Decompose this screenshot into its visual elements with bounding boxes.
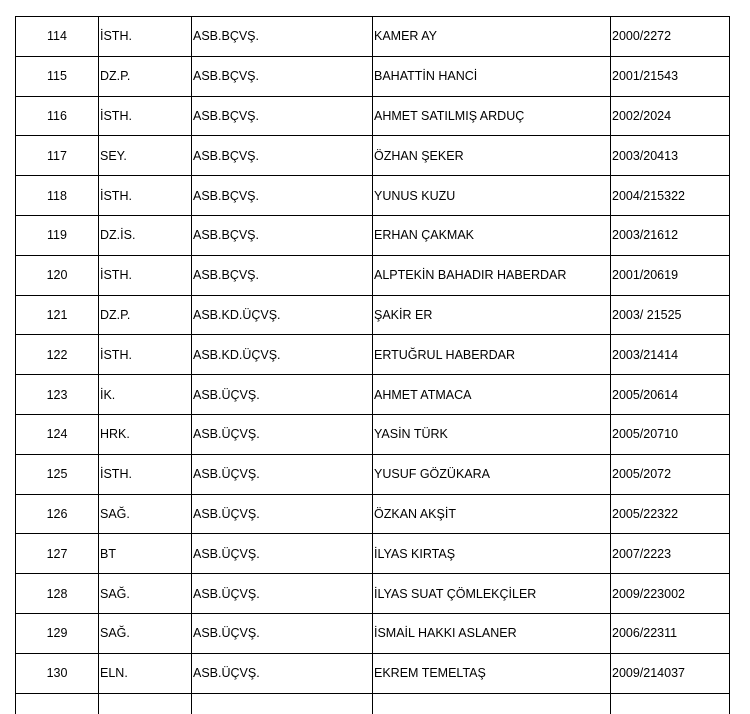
rank-cell: ASB.BÇVŞ. xyxy=(192,56,373,96)
full-name-cell: YASİN TÜRK xyxy=(373,414,611,454)
row-number-cell: 119 xyxy=(16,215,99,255)
full-name-cell xyxy=(373,693,611,714)
table-row xyxy=(16,375,730,415)
branch-code-cell: İSTH. xyxy=(99,176,192,216)
branch-code-cell: ELN. xyxy=(99,653,192,693)
registry-number-cell: 2005/2072 xyxy=(611,454,730,494)
branch-code-cell: BT xyxy=(99,534,192,574)
rank-cell: ASB.ÜÇVŞ. xyxy=(192,375,373,415)
rank-cell: ASB.BÇVŞ. xyxy=(192,136,373,176)
branch-code-cell: İSTH. xyxy=(99,454,192,494)
rank-cell: ASB.BÇVŞ. xyxy=(192,176,373,216)
branch-code-cell: SAĞ. xyxy=(99,574,192,614)
branch-code-cell: İSTH. xyxy=(99,335,192,375)
table-row xyxy=(16,295,730,335)
row-number-cell: 122 xyxy=(16,335,99,375)
rank-cell: ASB.ÜÇVŞ. xyxy=(192,653,373,693)
rank-cell: ASB.ÜÇVŞ. xyxy=(192,494,373,534)
table-row xyxy=(16,574,730,614)
row-number-cell: 130 xyxy=(16,653,99,693)
registry-number-cell xyxy=(611,693,730,714)
row-number-cell: 128 xyxy=(16,574,99,614)
row-number-cell: 124 xyxy=(16,414,99,454)
table-row xyxy=(16,335,730,375)
table-row xyxy=(16,494,730,534)
full-name-cell: İLYAS KIRTAŞ xyxy=(373,534,611,574)
table-row xyxy=(16,17,730,57)
rank-cell: ASB.BÇVŞ. xyxy=(192,17,373,57)
branch-code-cell: İK. xyxy=(99,375,192,415)
rank-cell: ASB.ÜÇVŞ. xyxy=(192,454,373,494)
table-row xyxy=(16,454,730,494)
table-row xyxy=(16,653,730,693)
branch-code-cell: DZ.P. xyxy=(99,56,192,96)
rank-cell: ASB.KD.ÜÇVŞ. xyxy=(192,295,373,335)
table-row xyxy=(16,414,730,454)
table-row xyxy=(16,534,730,574)
personnel-table-body xyxy=(16,17,730,714)
branch-code-cell: HRK. xyxy=(99,414,192,454)
registry-number-cell: 2005/22322 xyxy=(611,494,730,534)
registry-number-cell: 2007/2223 xyxy=(611,534,730,574)
row-number-cell: 129 xyxy=(16,613,99,653)
table-row xyxy=(16,255,730,295)
row-number-cell: 126 xyxy=(16,494,99,534)
registry-number-cell: 2005/20614 xyxy=(611,375,730,415)
registry-number-cell: 2003/21612 xyxy=(611,215,730,255)
full-name-cell: BAHATTİN HANCİ xyxy=(373,56,611,96)
full-name-cell: AHMET SATILMIŞ ARDUÇ xyxy=(373,96,611,136)
branch-code-cell: DZ.İS. xyxy=(99,215,192,255)
table-row xyxy=(16,136,730,176)
table-row xyxy=(16,176,730,216)
registry-number-cell: 2001/21543 xyxy=(611,56,730,96)
table-row xyxy=(16,56,730,96)
row-number-cell: 123 xyxy=(16,375,99,415)
rank-cell: ASB.KD.ÜÇVŞ. xyxy=(192,335,373,375)
branch-code-cell: SEY. xyxy=(99,136,192,176)
personnel-table xyxy=(15,16,730,714)
row-number-cell: 125 xyxy=(16,454,99,494)
rank-cell: ASB.ÜÇVŞ. xyxy=(192,613,373,653)
registry-number-cell: 2002/2024 xyxy=(611,96,730,136)
full-name-cell: ERHAN ÇAKMAK xyxy=(373,215,611,255)
table-row-cut-off xyxy=(16,693,730,714)
row-number-cell: 118 xyxy=(16,176,99,216)
full-name-cell: ERTUĞRUL HABERDAR xyxy=(373,335,611,375)
full-name-cell: EKREM TEMELTAŞ xyxy=(373,653,611,693)
registry-number-cell: 2003/21414 xyxy=(611,335,730,375)
registry-number-cell: 2003/ 21525 xyxy=(611,295,730,335)
branch-code-cell: İSTH. xyxy=(99,255,192,295)
rank-cell: ASB.ÜÇVŞ. xyxy=(192,574,373,614)
rank-cell: ASB.BÇVŞ. xyxy=(192,215,373,255)
rank-cell: ASB.ÜÇVŞ. xyxy=(192,534,373,574)
full-name-cell: KAMER AY xyxy=(373,17,611,57)
branch-code-cell xyxy=(99,693,192,714)
full-name-cell: YUNUS KUZU xyxy=(373,176,611,216)
row-number-cell: 116 xyxy=(16,96,99,136)
registry-number-cell: 2003/20413 xyxy=(611,136,730,176)
branch-code-cell: SAĞ. xyxy=(99,613,192,653)
rank-cell: ASB.ÜÇVŞ. xyxy=(192,414,373,454)
registry-number-cell: 2009/223002 xyxy=(611,574,730,614)
branch-code-cell: İSTH. xyxy=(99,17,192,57)
row-number-cell: 117 xyxy=(16,136,99,176)
registry-number-cell: 2005/20710 xyxy=(611,414,730,454)
row-number-cell: 114 xyxy=(16,17,99,57)
rank-cell: ASB.BÇVŞ. xyxy=(192,96,373,136)
full-name-cell: İLYAS SUAT ÇÖMLEKÇİLER xyxy=(373,574,611,614)
registry-number-cell: 2000/2272 xyxy=(611,17,730,57)
row-number-cell: 127 xyxy=(16,534,99,574)
rank-cell xyxy=(192,693,373,714)
personnel-list-sheet xyxy=(15,16,730,714)
table-row xyxy=(16,96,730,136)
registry-number-cell: 2004/215322 xyxy=(611,176,730,216)
row-number-cell xyxy=(16,693,99,714)
rank-cell: ASB.BÇVŞ. xyxy=(192,255,373,295)
full-name-cell: İSMAİL HAKKI ASLANER xyxy=(373,613,611,653)
row-number-cell: 115 xyxy=(16,56,99,96)
table-row xyxy=(16,215,730,255)
full-name-cell: ALPTEKİN BAHADIR HABERDAR xyxy=(373,255,611,295)
row-number-cell: 120 xyxy=(16,255,99,295)
registry-number-cell: 2001/20619 xyxy=(611,255,730,295)
full-name-cell: ÖZHAN ŞEKER xyxy=(373,136,611,176)
branch-code-cell: DZ.P. xyxy=(99,295,192,335)
table-row xyxy=(16,613,730,653)
branch-code-cell: İSTH. xyxy=(99,96,192,136)
full-name-cell: ŞAKİR ER xyxy=(373,295,611,335)
branch-code-cell: SAĞ. xyxy=(99,494,192,534)
registry-number-cell: 2009/214037 xyxy=(611,653,730,693)
full-name-cell: ÖZKAN AKŞİT xyxy=(373,494,611,534)
registry-number-cell: 2006/22311 xyxy=(611,613,730,653)
full-name-cell: AHMET ATMACA xyxy=(373,375,611,415)
full-name-cell: YUSUF GÖZÜKARA xyxy=(373,454,611,494)
row-number-cell: 121 xyxy=(16,295,99,335)
